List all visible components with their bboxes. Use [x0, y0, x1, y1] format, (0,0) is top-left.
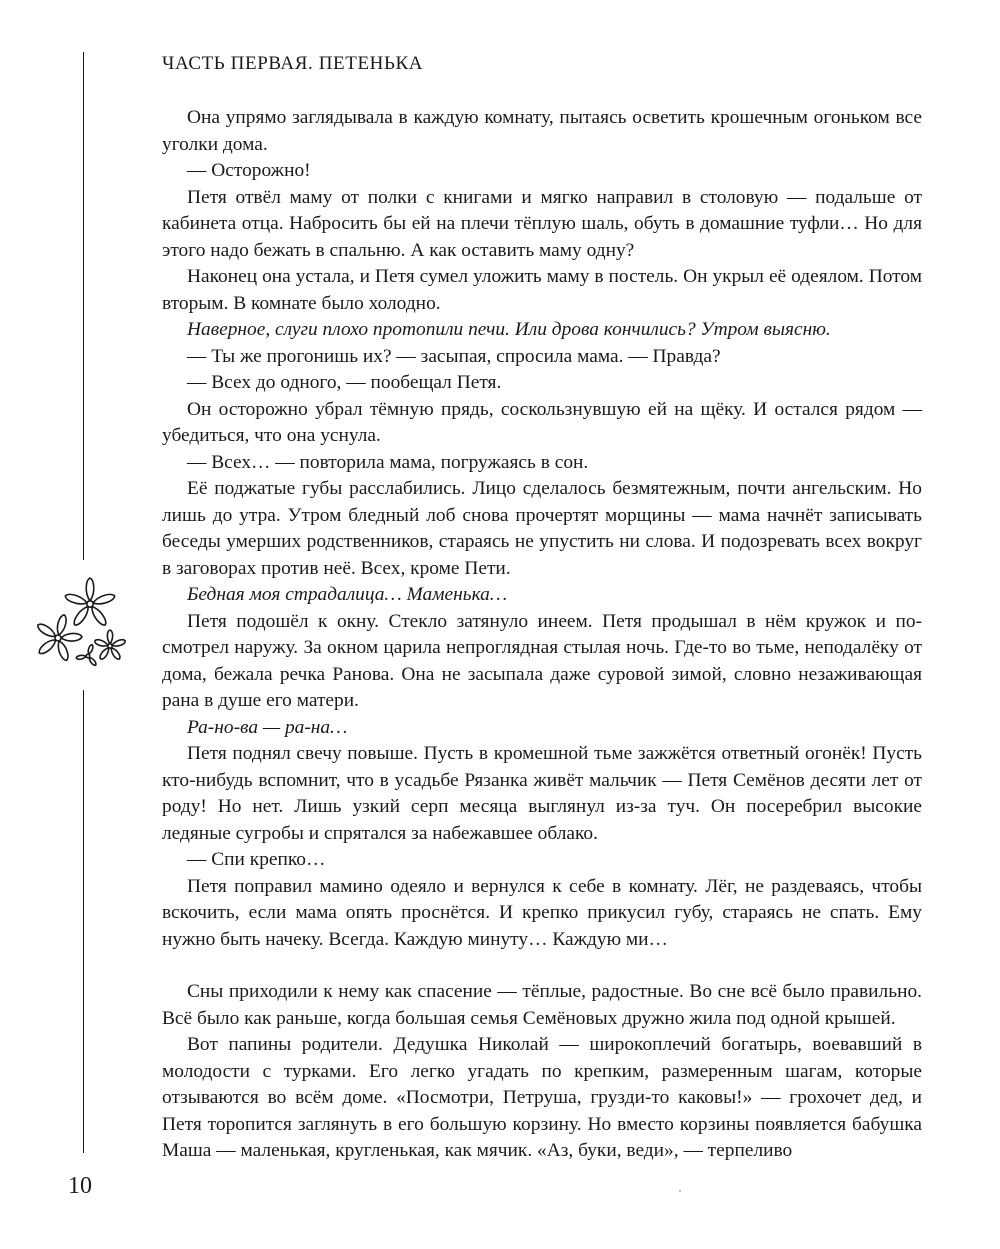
- paragraph: Петя подошёл к окну. Стекло затянуло инеем. Петя продышал в нём кружок и посмотрел наружу. За окном царила непроглядная стылая ночь. Где-то во тьме, неподалёку от дома, бежала речка Ранова. Она не засыпала даже суровой зимой, словно незаживающая рана в душе его матери.: [162, 610, 922, 711]
- print-speck: [679, 1190, 681, 1192]
- paragraph-italic: Наверное, слуги плохо протопили печи. Или дрова кончились? Утром выясню.: [187, 319, 831, 340]
- paragraph: Сны приходили к нему как спасение — тёплые, радостные. Во сне всё было правильно. Всё было как раньше, когда большая семья Семёновых дружно жила под одной крышей.: [162, 981, 922, 1029]
- paragraph: Наконец она устала, и Петя сумел уложить маму в постель. Он укрыл её одеялом. Потом вторым. В комнате было холодно.: [162, 266, 922, 314]
- paragraph: — Спи крепко…: [187, 849, 326, 870]
- paragraph: — Всех… — повторила мама, погружаясь в сон.: [187, 451, 589, 473]
- paragraph: Петя поднял свечу повыше. Пусть в кромешной тьме зажжётся ответный огонёк! Пусть кто-нибудь вспомнит, что в усадьбе Рязанка живёт мальчик — Петя Семёнов десяти лет от роду! Но нет. Лишь узкий серп месяца выглянул из-за туч. Он посеребрил высокие ледяные сугробы и спрятался за набежавшее облако.: [162, 743, 922, 844]
- chapter-title: ЧАСТЬ ПЕРВАЯ. ПЕТЕНЬКА: [162, 53, 424, 74]
- paragraph: Она упрямо заглядывала в каждую комнату, пытаясь осветить крошечным огоньком все уголки дома.: [162, 107, 922, 155]
- paragraph: — Осторожно!: [187, 160, 311, 181]
- body-text: [162, 105, 922, 1165]
- paragraph-italic: Ра-но-ва — ра-на…: [187, 716, 348, 738]
- left-margin-rule-bottom: [83, 690, 84, 1153]
- paragraph: Он осторожно убрал тёмную прядь, соскользнувшую ей на щёку. И остался рядом — убедиться, что она уснула.: [162, 398, 922, 446]
- paragraph: Вот папины родители. Дедушка Николай — широкоплечий богатырь, воевавший в молодости с турками. Его легко угадать по крепким, размеренным шагам, которые отзываются во всём доме. «Посмотри, Петруша, грузди-то каковы!» — грохочет дед, и Петя торопится заглянуть в его большую корзину. Но вместо корзины появляется бабушка Маша — маленькая, кругленькая, как мячик. «Аз, буки, веди», — терпеливо: [162, 1034, 922, 1161]
- paragraph-italic: Бедная моя страдалица… Маменька…: [187, 584, 508, 605]
- paragraph: — Ты же прогонишь их? — засыпая, спросила мама. — Правда?: [187, 345, 721, 367]
- paragraph: — Всех до одного, — пообещал Петя.: [187, 372, 502, 393]
- page-number: 10: [68, 1173, 92, 1199]
- paragraph: Петя поправил мамино одеяло и вернулся к себе в комнату. Лёг, не раздеваясь, чтобы вскочить, если мама опять проснётся. И крепко прикусил губу, стараясь не спать. Ему нужно быть начеку. Всегда. Каждую минуту… Каждую ми…: [162, 875, 922, 950]
- flower-ornament-icon: [32, 574, 128, 678]
- paragraph: Петя отвёл маму от полки с книгами и мягко направил в столовую — подальше от кабинета отца. Набросить бы ей на плечи тёплую шаль, обуть в домашние туфли… Но для этого надо бежать в спальню. А как оставить маму одну?: [162, 186, 922, 261]
- left-margin-rule-top: [83, 52, 84, 560]
- paragraph: Её поджатые губы расслабились. Лицо сделалось безмятежным, почти ангельским. Но лишь до утра. Утром бледный лоб снова прочертят морщины — мама начнёт записывать беседы умерших родственников, стараясь не упустить ни слова. И подозревать всех вокруг в заговорах против неё. Всех, кроме Пети.: [162, 478, 922, 579]
